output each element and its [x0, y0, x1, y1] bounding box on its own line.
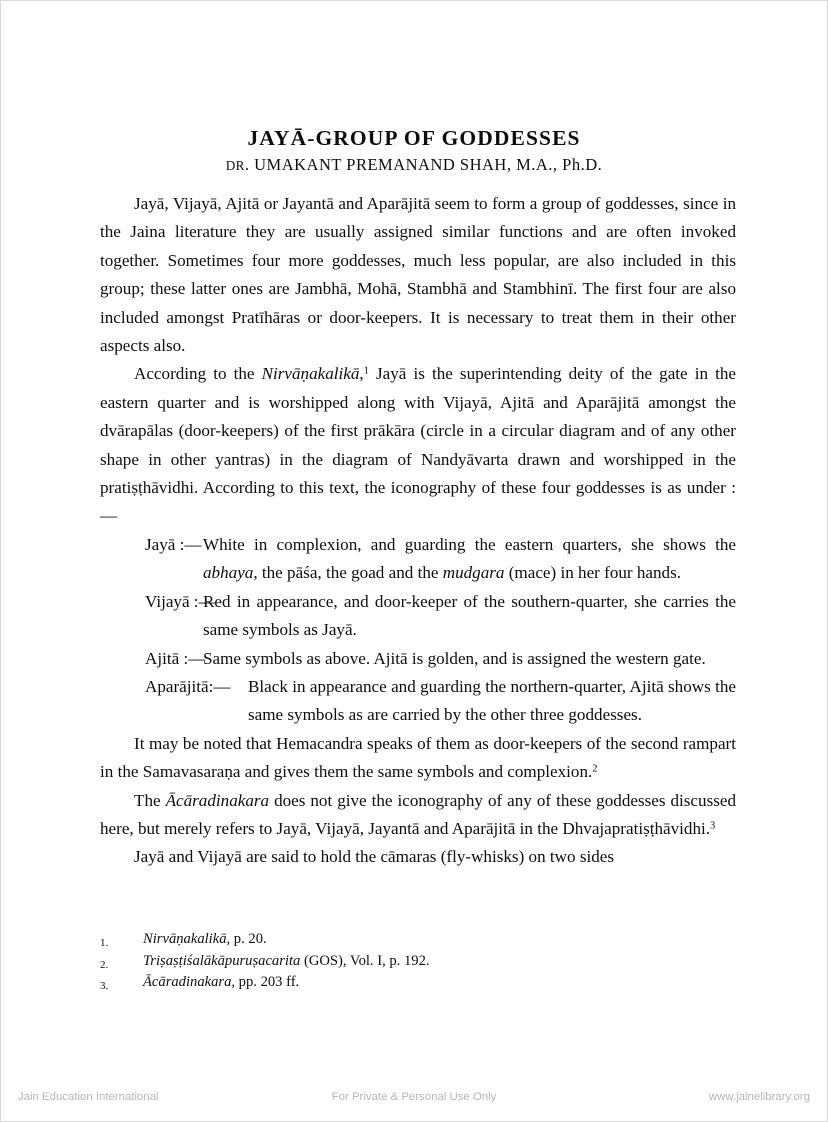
paragraph-1 — [100, 190, 736, 360]
definition-row-vijaya — [100, 588, 736, 645]
footnote-ref-1[interactable]: 1 — [363, 365, 369, 377]
definition-desc-jaya — [203, 531, 736, 588]
paragraph-4-rest: does not give the iconography of any of these goddesses discussed here, but merely refers to Jayā, Vijayā, Jayantā and Aparājitā in the Dhvajapratiṣṭhāvidhi. — [100, 790, 737, 838]
definition-term-ajita: Ajitā :— — [145, 648, 206, 668]
footnote-ref-2[interactable]: 2 — [592, 763, 598, 775]
body-column — [100, 190, 736, 872]
footnote-3-title: Ācāradinakara — [143, 974, 232, 990]
definition-row-aparajita — [100, 673, 736, 730]
paragraph-4-lead: The — [134, 790, 166, 810]
footnote-3-number: 3. — [100, 980, 109, 992]
definition-term-jaya: Jayā :— — [145, 534, 202, 554]
term-mudgara: mudgara — [442, 563, 505, 583]
footer-website-link[interactable]: www.jainelibrary.org — [708, 1091, 810, 1103]
paragraph-3-text: It may be noted that Hemacandra speaks of them as door-keepers of the second rampart in the Samavasaraṇa and gives them the same symbols and complexion. — [100, 733, 736, 782]
page-footer — [0, 1091, 828, 1111]
paragraph-3 — [100, 730, 736, 787]
paragraph-2-rest: Jayā is the superintending deity of the gate in the eastern quarter and is worshipped along with Vijayā, Ajitā and Aparājitā amongst the dvārapālas (door-keepers) of the first prākāra (circle in a circular diagram and of any other shape in other yantras) in the diagram of Nandyāvarta drawn and worshipped in the pratiṣṭhāvidhi. According to this text, the iconography of these four goddesses is as under :— — [100, 364, 736, 526]
paragraph-2-lead: According to the — [134, 364, 262, 384]
definition-desc-jaya-b: , the pāśa, the goad and the — [253, 563, 443, 583]
paragraph-5-text: Jayā and Vijayā are said to hold the cāmaras (fly-whisks) on two sides — [134, 847, 615, 867]
definition-row-ajita — [100, 645, 736, 673]
paragraph-1-text: Jayā, Vijayā, Ajitā or Jayantā and Aparājitā seem to form a group of goddesses, since in the Jaina literature they are usually assigned similar functions and are often invoked together. Sometimes four more goddesses, much less popular, are also included in this group; these latter ones are Jambhā, Mohā, Stambhā and Stambhinī. The first four are also included amongst Pratīhāras or door-keepers. It is necessary to treat them in their other aspects also. — [100, 194, 736, 356]
definition-desc-vijaya: Red in appearance, and door-keeper of the southern-quarter, she carries the same symbols as Jayā. — [203, 591, 736, 640]
author-honorific: DR — [225, 158, 245, 173]
footnote-2-number: 2. — [100, 958, 109, 971]
footnote-block — [100, 929, 736, 994]
title-nirvanakalika: Nirvāṇakalikā — [261, 364, 360, 384]
footnote-1-text — [143, 929, 736, 950]
footer-organization: Jain Education International — [18, 1091, 159, 1103]
definition-term-vijaya: Vijayā :— — [145, 591, 216, 611]
goddess-definition-list — [100, 531, 736, 730]
footnote-2-title: Triṣaṣṭiśalākāpuruṣacarita — [143, 952, 301, 969]
author-name: . UMAKANT PREMANAND SHAH, M.A., Ph.D. — [244, 155, 603, 174]
footnote-1 — [100, 929, 736, 951]
definition-term-aparajita: Aparājitā:— — [145, 676, 231, 696]
term-abhaya: abhaya — [203, 563, 254, 583]
paragraph-5 — [100, 843, 736, 871]
footnote-2-rest: (GOS), Vol. I, p. 192. — [300, 952, 430, 969]
footnote-3-rest: , pp. 203 ff. — [231, 974, 300, 990]
definition-desc-jaya-a: White in complexion, and guarding the eastern quarters, she shows the — [203, 534, 736, 554]
paragraph-4 — [100, 787, 736, 844]
footnote-2 — [100, 951, 736, 973]
definition-desc-jaya-c: (mace) in her four hands. — [504, 563, 682, 583]
definition-desc-aparajita: Black in appearance and guarding the northern-quarter, Ajitā shows the same symbols as are carried by the other three goddesses. — [248, 676, 736, 725]
title-acaradinakara: Ācāradinakara — [165, 790, 270, 810]
footnote-3 — [100, 972, 736, 994]
paragraph-2 — [100, 360, 736, 530]
footnote-1-number: 1. — [100, 937, 109, 949]
footnote-ref-3[interactable]: 3 — [710, 820, 716, 832]
footnote-3-text — [143, 972, 736, 993]
definition-row-jaya — [100, 531, 736, 588]
footnote-1-rest: , p. 20. — [226, 931, 267, 947]
author-byline — [0, 155, 828, 175]
paragraph-2-comma: , — [359, 364, 364, 384]
footer-usage-notice: For Private & Personal Use Only — [331, 1091, 497, 1103]
page-title: JAYĀ-GROUP OF GODDESSES — [247, 126, 581, 151]
footnote-1-title: Nirvāṇakalikā — [143, 931, 227, 947]
footnote-2-text — [143, 951, 736, 972]
definition-desc-ajita: Same symbols as above. Ajitā is golden, and is assigned the western gate. — [203, 648, 706, 668]
